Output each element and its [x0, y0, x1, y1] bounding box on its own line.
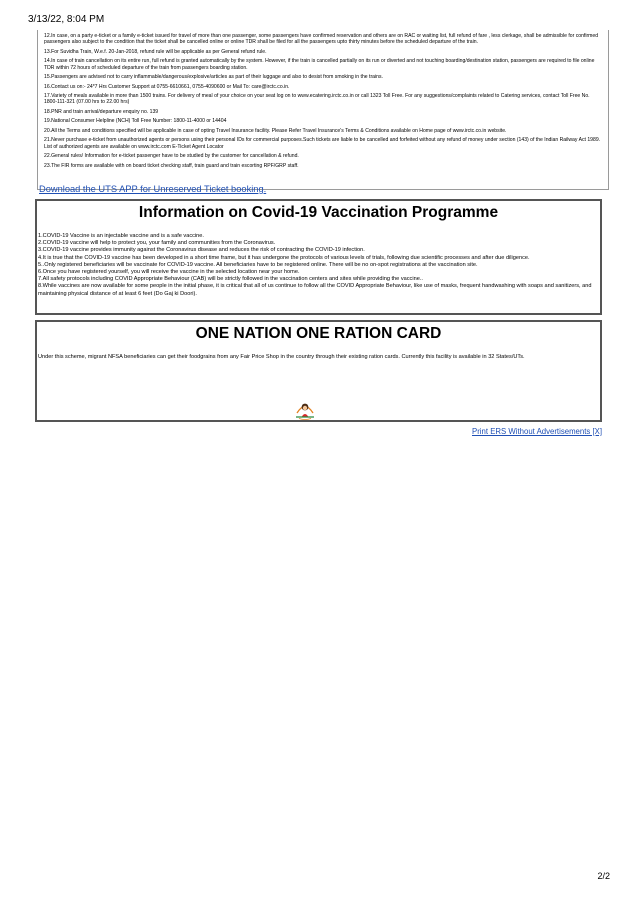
rule-item: 20.All the Terms and conditions specified will be applicable in case of opting Travel Insurance facility. Please Refer Travel Insurance's Terms & Conditions available on Home page of www.irctc.co.in website. [44, 127, 507, 134]
rule-item: 22.General rules/ Information for e-ticket passenger have to be studied by the customer for cancellation & refund. [44, 153, 299, 160]
rule-item: 21.Never purchase e-ticket from unauthorized agents or persons using their personal IDs for commercial purposes.Such tickets are liable to be cancelled and forfeited without any refund of money under section (143) of the Indian Railway Act 1989. List of authorized agents are available on www.irctc.com E-Ticket Agent Locator [44, 137, 601, 150]
covid-item: 3.COVID-19 vaccine provides immunity against the Coronavirus disease and reduces the risk of contracting the COVID-19 infection. [38, 247, 365, 254]
print-date: 3/13/22, 8:04 PM [28, 14, 105, 25]
rule-item: 19.National Consumer Helpline (NCH) Toll Free Number: 1800-11-4000 or 14404 [44, 118, 227, 125]
page-number: 2/2 [597, 871, 610, 881]
covid-item: 8.While vaccines are now available for some people in the initial phase, it is critical that all of us continue to follow all the COVID Appropriate Behaviour, like use of masks, frequent handwashing with soaps and sanitizers, and maintaining physical distance of at least 6 feet (Do Gaj ki Doori). [38, 283, 592, 297]
uts-app-link[interactable]: Download the UTS APP for Unreserved Ticket booking. [39, 184, 267, 194]
rule-item: 14.In case of train cancellation on its entire run, full refund is granted automatically by the system. However, if the train is cancelled partially on its run or diverted and not touching boarding/destination station, passengers are required to file online TDR within 72 hours of scheduled departure of the train from passengers boarding station. [44, 58, 595, 71]
covid-item: 5..Only registered beneficiaries will be vaccinate for COVID-19 vaccine. All beneficiaries have to be registered online. There will be no on-spot registrations at the vaccination site. [38, 261, 478, 268]
rule-item: 23.The FIR forms are available with on board ticket checking staff, train guard and train escorting RPF/GRP staff. [44, 162, 299, 169]
covid-section [35, 199, 602, 315]
covid-item: 2.COVID-19 vaccine will help to protect you, your family and communities from the Coronavirus. [38, 240, 276, 247]
ration-card-logo-icon [291, 397, 319, 421]
covid-title: Information on Covid-19 Vaccination Programme [138, 204, 499, 221]
rule-item: 13.For Suvidha Train, W.e.f. 20-Jan-2018, refund rule will be applicable as per General refund rule. [44, 48, 267, 55]
rule-item: 12.In case, on a party e-ticket or a family e-ticket issued for travel of more than one passenger, some passengers have confirmed reservation and others are on RAC or waiting list, full refund of fare , less clerkage, shall be admissible for confirmed passengers also subject to the condition that the ticket shall be cancelled online or online TDR shall be filed for all the passengers upto thirty minutes before the scheduled departure of the train. [44, 33, 599, 46]
rules-panel [37, 30, 609, 190]
covid-item: 1.COVID-19 Vaccine is an injectable vaccine and is a safe vaccine. [38, 233, 204, 239]
ration-section [35, 320, 602, 422]
rule-item: 17.Variety of meals available in more than 1500 trains. For delivery of meal of your choice on your seat log on to www.ecatering.irctc.co.in or call 1323 Toll Free. For any suggestions/complaints related to Catering services, contact Toll Free No. 1800-111-321 (07.00 hrs to 22.00 hrs) [44, 93, 590, 106]
rule-item: 16.Contact us on:- 24*7 Hrs Customer Support at 0755-6610661, 0755-4090600 or Mail To: care@irctc.co.in. [44, 83, 290, 90]
rule-item: 18.PNR and train arrival/departure enquiry no. 139 [44, 108, 159, 115]
covid-list [37, 233, 600, 298]
covid-item: 4.It is true that the COVID-19 vaccine has been developed in a short time frame, but it has undergone the protocols of various levels of trials, following due scientific processes and after due diligence. [38, 254, 530, 261]
covid-item: 7.All safety protocols including COVID Appropriate Behaviour (CAB) will be strictly followed in the vaccination centers and sites while providing the vaccine.. [38, 276, 423, 283]
print-ers-link[interactable]: Print ERS Without Advertisements [X] [472, 427, 602, 436]
ration-description: Under this scheme, migrant NFSA beneficiaries can get their foodgrains from any Fair Price Shop in the country through their existing ration cards. Currently this facility is available in 32 States/UTs. [38, 354, 525, 360]
rule-item: 15.Passengers are advised not to carry inflammable/dangerous/explosive/articles as part of their luggage and also to desist from smoking in the trains. [44, 74, 383, 81]
covid-item: 6.Once you have registered yourself, you will receive the vaccine in the selected location near your home. [38, 269, 300, 276]
ration-title: ONE NATION ONE RATION CARD [195, 325, 442, 342]
rules-list [44, 33, 602, 169]
